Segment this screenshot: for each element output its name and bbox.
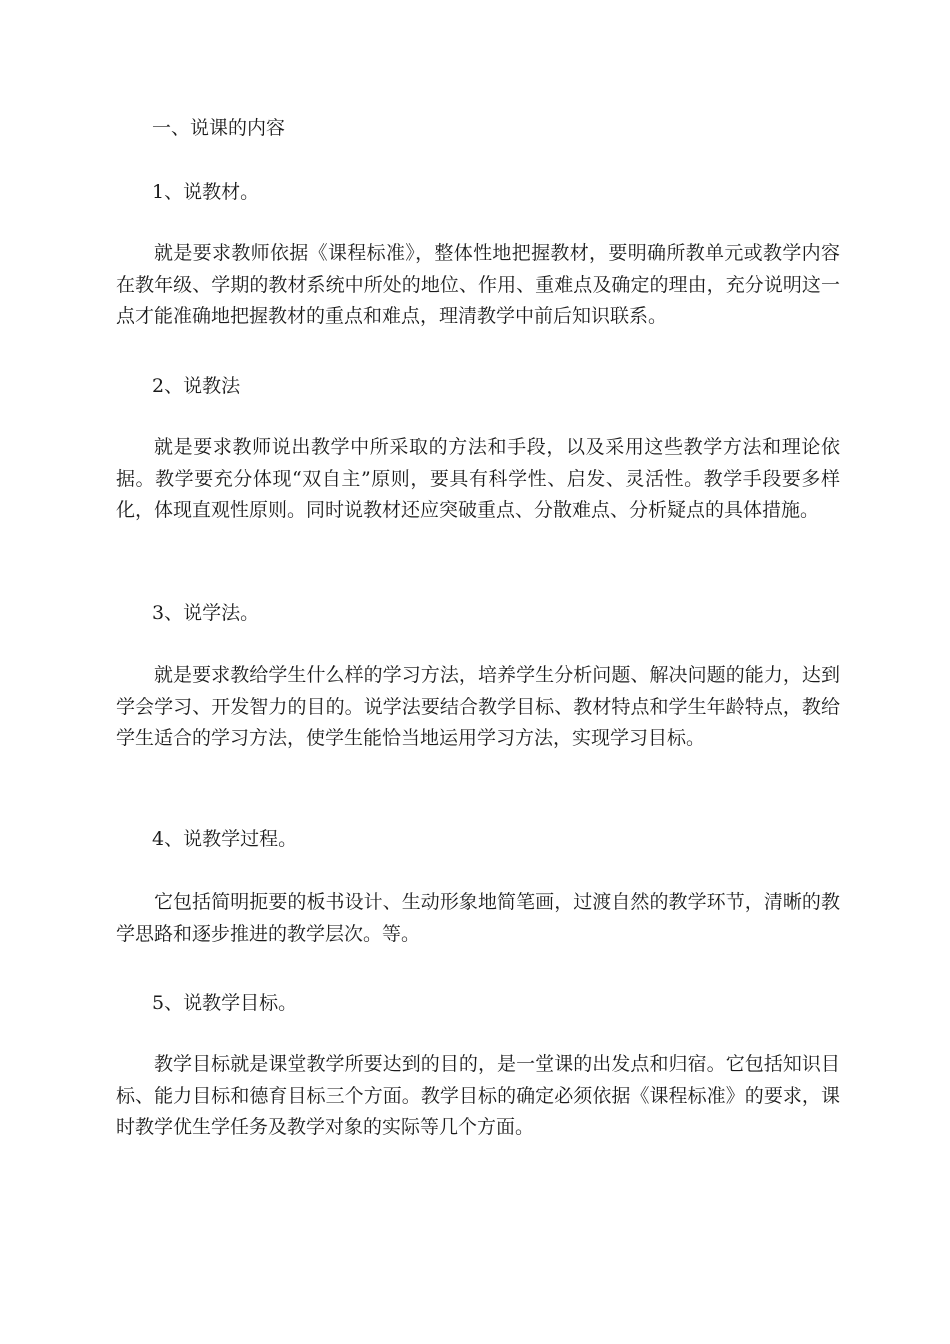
section-body: 就是要求教师说出教学中所采取的方法和手段，以及采用这些教学方法和理论依据。教学要充分体现“双自主”原则，要具有科学性、启发、灵活性。教学手段要多样化，体现直观性原则。同时说教材还应突破重点、分散难点、分析疑点的具体措施。 xyxy=(116,436,840,521)
section-body: 就是要求教师依据《课程标准》，整体性地把握教材，要明确所教单元或教学内容在教年级、学期的教材系统中所处的地位、作用、重难点及确定的理由，充分说明这一点才能准确地把握教材的重点和难点，理清教学中前后知识联系。 xyxy=(116,242,840,327)
section-body: 就是要求教给学生什么样的学习方法，培养学生分析问题、解决问题的能力，达到学会学习、开发智力的目的。说学法要结合教学目标、教材特点和学生年龄特点，教给学生适合的学习方法，使学生能恰当地运用学习方法，实现学习目标。 xyxy=(116,664,840,749)
section-title: 2、说教法 xyxy=(152,375,241,397)
section-title: 4、说教学过程。 xyxy=(152,828,298,850)
document-heading: 一、说课的内容 xyxy=(152,117,286,139)
section-title: 3、说学法。 xyxy=(152,602,260,624)
section-body: 它包括简明扼要的板书设计、生动形象地简笔画，过渡自然的教学环节，清晰的教学思路和逐步推进的教学层次。等。 xyxy=(116,891,840,945)
section-title: 5、说教学目标。 xyxy=(152,992,298,1014)
section-title: 1、说教材。 xyxy=(152,181,260,203)
section-body: 教学目标就是课堂教学所要达到的目的，是一堂课的出发点和归宿。它包括知识目标、能力目标和德育目标三个方面。教学目标的确定必须依据《课程标准》的要求，课时教学优生学任务及教学对象的实际等几个方面。 xyxy=(116,1053,840,1138)
